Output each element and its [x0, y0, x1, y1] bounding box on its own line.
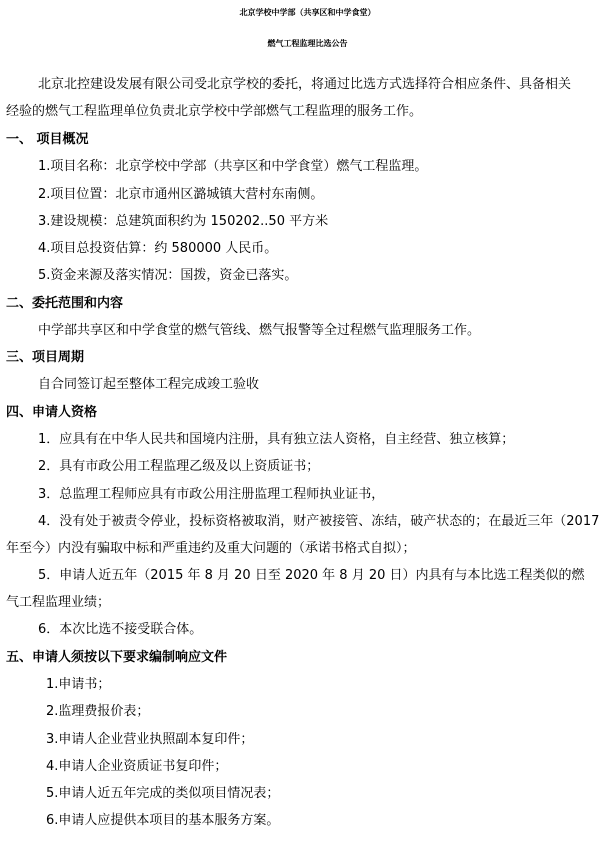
- section4-item1: 1．应具有在中华人民共和国境内注册，具有独立法人资格，自主经营、独立核算；: [38, 432, 515, 447]
- section1-item: 5.资金来源及落实情况：国拨，资金已落实。: [38, 268, 298, 283]
- section5-item: 1.申请书；: [46, 677, 111, 692]
- intro-line1: 北京北控建设发展有限公司受北京学校的委托，将通过比选方式选择符合相应条件、具备相关: [38, 77, 572, 92]
- section1-item: 3.建设规模：总建筑面积约为 150202..50 平方米: [38, 214, 329, 229]
- section4-item5-line2: 气工程监理业绩；: [6, 595, 111, 610]
- section4-item6: 6．本次比选不接受联合体。: [38, 622, 203, 637]
- section5-item: 2.监理费报价表；: [46, 704, 150, 719]
- section4-item5-line1: 5．申请人近五年（2015 年 8 月 20 日至 2020 年 8 月 20 日）内具有与本比选工程类似的燃: [38, 568, 585, 583]
- section4-item4-line1: 4．没有处于被责令停业，投标资格被取消，财产被接管、冻结，破产状态的；在最近三年（2017: [38, 514, 600, 529]
- section3-text: 自合同签订起至整体工程完成竣工验收: [38, 377, 260, 392]
- document-title-line1: 北京学校中学部（共享区和中学食堂）: [239, 8, 376, 17]
- section4-item3: 3．总监理工程师应具有市政公用注册监理工程师执业证书，: [38, 487, 385, 502]
- section2-heading: 二、委托范围和内容: [6, 296, 124, 311]
- section1-item: 4.项目总投资估算：约 580000 人民币。: [38, 241, 278, 256]
- section3-heading: 三、项目周期: [6, 350, 85, 365]
- section1-item: 2.项目位置：北京市通州区潞城镇大营村东南侧。: [38, 187, 324, 202]
- section4-heading: 四、申请人资格: [6, 405, 98, 420]
- section2-text: 中学部共享区和中学食堂的燃气管线、燃气报警等全过程燃气监理服务工作。: [38, 323, 481, 338]
- section5-item: 4.申请人企业资质证书复印件；: [46, 759, 228, 774]
- section5-item: 5.申请人近五年完成的类似项目情况表；: [46, 786, 280, 801]
- document-title-line2: 燃气工程监理比选公告: [267, 39, 348, 48]
- section5-item: 3.申请人企业营业执照副本复印件；: [46, 732, 254, 747]
- section4-item2: 2．具有市政公用工程监理乙级及以上资质证书；: [38, 459, 320, 474]
- section1-item: 1.项目名称：北京学校中学部（共享区和中学食堂）燃气工程监理。: [38, 159, 428, 174]
- section5-heading: 五、申请人须按以下要求编制响应文件: [6, 650, 228, 665]
- section4-item4-line2: 年至今）内没有骗取中标和严重违约及重大问题的（承诺书格式自拟）；: [6, 541, 416, 556]
- section1-heading: 一、 项目概况: [6, 132, 89, 147]
- intro-line2: 经验的燃气工程监理单位负责北京学校中学部燃气工程监理的服务工作。: [6, 104, 423, 119]
- section5-item: 6.申请人应提供本项目的基本服务方案。: [46, 813, 280, 828]
